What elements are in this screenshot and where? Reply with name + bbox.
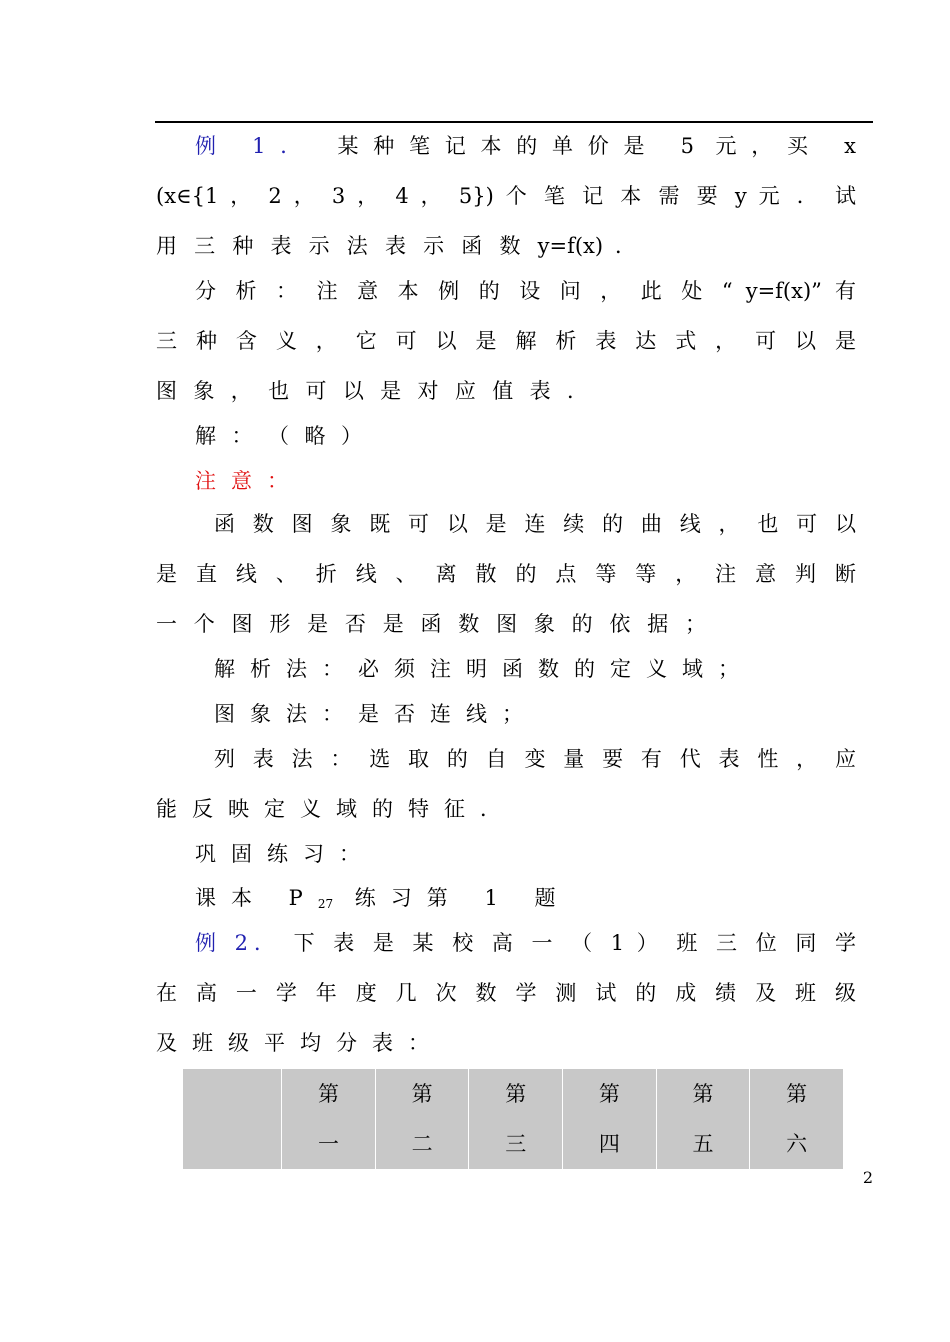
example1-text: 某种笔记本的单价是 5 元，买 x <box>337 134 856 158</box>
note-p1-line1: 函 数 图 象 既 可 以 是 连 续 的 曲 线 ， 也 可 以 <box>214 512 856 536</box>
analysis-line1: 分 析 ： 注 意 本 例 的 设 问 ， 此 处 “ y=f(x)” 有 <box>195 279 856 303</box>
example2-label: 例 2． <box>195 931 281 955</box>
note-p1-line3: 一 个 图 形 是 否 是 函 数 图 象 的 依 据 ； <box>156 612 706 636</box>
example2-line3: 及班级平均分表： <box>156 1031 444 1055</box>
note-p3: 图象法：是否连线； <box>214 702 538 726</box>
header-rule <box>155 121 873 123</box>
analysis-line2: 三 种 含 义 ， 它 可 以 是 解 析 表 达 式 ， 可 以 是 <box>156 329 856 353</box>
example1-line3: 用 三 种 表 示 法 表 示 函 数 y=f(x) ． <box>156 234 636 258</box>
table-header-cell: 第 三 <box>469 1069 563 1169</box>
practice-page-subscript: 27 <box>317 897 334 911</box>
example2-text: 下 表 是 某 校 高 一 （ 1 ） 班 三 位 同 学 <box>293 931 856 955</box>
score-table <box>183 1069 843 1169</box>
solution-line: 解 ： （ 略 ） <box>195 424 362 448</box>
table-header-cell: 第 二 <box>375 1069 469 1169</box>
example2-line1 <box>195 928 856 958</box>
table-header-cell: 第 五 <box>656 1069 750 1169</box>
practice-text-before: 课本 P <box>195 886 318 910</box>
table-header-row <box>183 1069 843 1169</box>
analysis-line3: 图 象 ， 也 可 以 是 对 应 值 表 ． <box>156 379 588 403</box>
practice-text <box>195 883 856 919</box>
table-header-cell: 第 四 <box>563 1069 657 1169</box>
note-p4-line2: 能反映定义域的特征． <box>156 797 516 821</box>
table-header-cell <box>183 1069 282 1169</box>
example1-label: 例 1． <box>195 134 317 158</box>
example1-line2: (x∈{1 ， 2 ， 3 ， 4 ， 5}) 个 笔 记 本 需 要 y 元 ． 试 <box>156 184 856 208</box>
note-p4-line1: 列 表 法 ： 选 取 的 自 变 量 要 有 代 表 性 ， 应 <box>214 747 856 771</box>
note-p1-line2: 是 直 线 、 折 线 、 离 散 的 点 等 等 ， 注 意 判 断 <box>156 562 856 586</box>
table-header-cell: 第 一 <box>282 1069 376 1169</box>
example2-line2: 在 高 一 学 年 度 几 次 数 学 测 试 的 成 绩 及 班 级 <box>156 981 856 1005</box>
note-p2: 解析法：必须注明函数的定义域； <box>214 657 754 681</box>
note-title: 注意： <box>195 469 303 493</box>
table-header-cell: 第 六 <box>750 1069 843 1169</box>
practice-title: 巩固练习： <box>195 842 375 866</box>
example1-line1 <box>195 131 856 161</box>
page-number: 2 <box>862 1168 873 1187</box>
practice-text-after: 练习第 1 题 <box>333 886 571 910</box>
